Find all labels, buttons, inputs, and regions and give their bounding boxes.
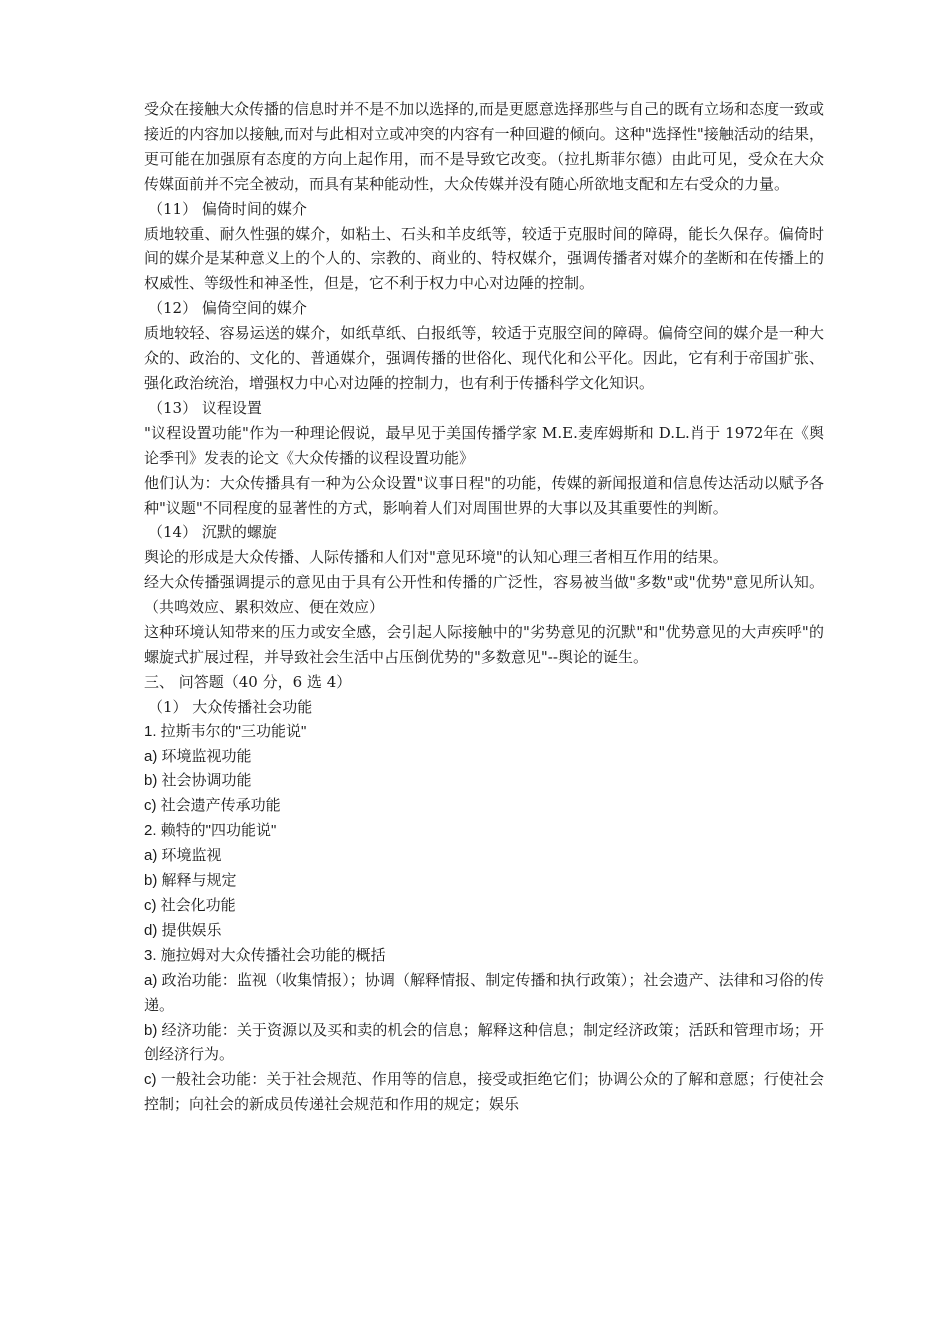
list-item: c) 社会化功能 — [144, 897, 236, 914]
paragraph-opinion-formation: 舆论的形成是大众传播、人际传播和人们对"意见环境"的认知心理三者相互作用的结果。 — [144, 548, 728, 567]
list-item-general-social-function: c) 一般社会功能：关于社会规范、作用等的信息，接受或拒绝它们；协调公众的了解和意愿；行使社会控制；向社会的新成员传递社会规范和作用的规定；娱乐 — [144, 1071, 824, 1114]
paragraph-time-biased-media: 质地较重、耐久性强的媒介，如粘土、石头和羊皮纸等，较适于克服时间的障碍，能长久保存。偏倚时间的媒介是某种意义上的个人的、宗教的、商业的、特权媒介，强调传播者对媒介的垄断和在传播上的权威性、等级性和神圣性，但是，它不利于权力中心对边陲的控制。 — [144, 224, 824, 293]
heading-social-functions: （1） 大众传播社会功能 — [148, 697, 313, 716]
list-item: d) 提供娱乐 — [144, 921, 222, 939]
list-item: b) 解释与规定 — [144, 872, 237, 890]
list-item: c) 社会遗产传承功能 — [144, 797, 281, 815]
list-item: a) 环境监视 — [144, 847, 222, 865]
list-item-schramm: 3. 施拉姆对大众传播社会功能的概括 — [144, 946, 386, 964]
heading-agenda-setting: （13） 议程设置 — [148, 398, 262, 417]
paragraph-agenda-setting-theory: 他们认为：大众传播具有一种为公众设置"议事日程"的功能，传媒的新闻报道和信息传达活动以赋予各种"议题"不同程度的显著性的方式，影响着人们对周围世界的大事以及其重要性的判断。 — [144, 473, 824, 517]
list-item: b) 社会协调功能 — [144, 772, 252, 790]
paragraph-selective-exposure: 受众在接触大众传播的信息时并不是不加以选择的,而是更愿意选择那些与自己的既有立场和态度一致或接近的内容加以接触,而对与此相对立或冲突的内容有一种回避的倾向。这种"选择性"接触活动的结果，更可能在加强原有态度的方向上起作用，而不是导致它改变。（拉扎斯菲尔德）由此可见，受众在大众传媒面前并不完全被动，而具有某种能动性，大众传媒并没有随心所欲地支配和左右受众的力量。 — [144, 100, 824, 193]
list-item: a) 环境监视功能 — [144, 747, 252, 765]
list-item-political-function: a) 政治功能：监视（收集情报）；协调（解释情报、制定传播和执行政策）；社会遗产、法律和习俗的传递。 — [144, 971, 824, 1014]
paragraph-agenda-setting-origin: "议程设置功能"作为一种理论假说，最早见于美国传播学家 M.E.麦库姆斯和 D.L.肖于 1972年在《舆论季刊》发表的论文《大众传播的议程设置功能》 — [144, 423, 824, 467]
heading-spiral-of-silence: （14） 沉默的螺旋 — [148, 523, 277, 542]
paragraph-spiral-process: 这种环境认知带来的压力或安全感，会引起人际接触中的"劣势意见的沉默"和"优势意见的大声疾呼"的螺旋式扩展过程，并导致社会生活中占压倒优势的"多数意见"--舆论的诞生。 — [144, 623, 824, 666]
heading-time-biased-media: （11） 偏倚时间的媒介 — [148, 199, 307, 218]
paragraph-space-biased-media: 质地较轻、容易运送的媒介，如纸草纸、白报纸等，较适于克服空间的障碍。偏倚空间的媒介是一种大众的、政治的、文化的、普通媒介，强调传播的世俗化、现代化和公平化。因此，它有利于帝国扩张、强化政治统治，增强权力中心对边陲的控制力，也有利于传播科学文化知识。 — [144, 324, 824, 392]
section-heading-questions: 三、 问答题（40 分，6 选 4） — [144, 672, 352, 691]
list-item-lasswell: 1. 拉斯韦尔的"三功能说" — [144, 722, 307, 740]
document-page — [144, 97, 824, 1118]
paragraph-majority-opinion: 经大众传播强调提示的意见由于具有公开性和传播的广泛性，容易被当做"多数"或"优势"意见所认知。（共鸣效应、累积效应、便在效应） — [144, 573, 824, 617]
heading-space-biased-media: （12） 偏倚空间的媒介 — [148, 299, 307, 318]
list-item-economic-function: b) 经济功能：关于资源以及买和卖的机会的信息；解释这种信息；制定经济政策；活跃和管理市场；开创经济行为。 — [144, 1021, 824, 1064]
list-item-wright: 2. 赖特的"四功能说" — [144, 822, 277, 840]
